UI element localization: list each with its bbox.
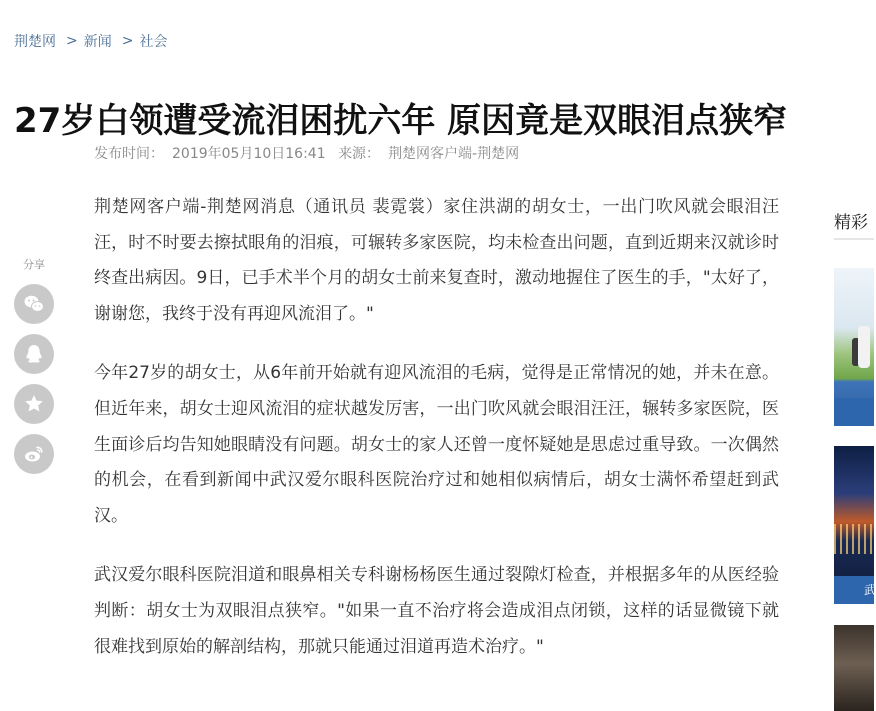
publish-time: 2019年05月10日16:41	[172, 146, 326, 162]
share-qq-button[interactable]	[14, 334, 54, 374]
share-wechat-button[interactable]	[14, 284, 54, 324]
thumbnail-city-lights	[834, 524, 874, 554]
thumbnail-caption: 武	[834, 576, 874, 604]
article-paragraph-1: 荆楚网客户端-荆楚网消息（通讯员 裴霓裳）家住洪湖的胡女士，一出门吹风就会眼泪汪汪，时不时要去擦拭眼角的泪痕，可辗转多家医院，均未检查出问题，直到近期来汉就诊时终查出病因。9日，已手术半个月的胡女士前来复查时，激动地握住了医生的手，"太好了，谢谢您，我终于没有再迎风流泪了。"	[94, 197, 779, 324]
page-title: 27岁白领遭受流泪困扰六年 原因竟是双眼泪点狭窄	[14, 100, 788, 141]
breadcrumb-separator: >	[66, 33, 78, 49]
sidebar-title: 精彩	[834, 213, 868, 233]
article-paragraph-2: 今年27岁的胡女士，从6年前开始就有迎风流泪的毛病，觉得是正常情况的她，并未在意。但近年来，胡女士迎风流泪的症状越发厉害，一出门吹风就会眼泪汪汪，辗转多家医院，医生面诊后均告知她眼睛没有问题。胡女士的家人还曾一度怀疑她是思虑过重导致。一次偶然的机会，在看到新闻中武汉爱尔眼科医院治疗过和她相似病情后，胡女士满怀希望赶到武汉。	[94, 363, 779, 526]
publish-time-label: 发布时间：	[94, 146, 164, 162]
sidebar-thumbnail-1[interactable]	[834, 268, 874, 426]
share-qzone-button[interactable]	[14, 384, 54, 424]
share-bar	[14, 256, 54, 484]
breadcrumb-home[interactable]: 荆楚网	[14, 34, 56, 50]
breadcrumb	[14, 31, 167, 51]
thumbnail-figure	[858, 326, 870, 368]
sidebar-divider	[834, 238, 874, 240]
article-body	[94, 190, 779, 689]
sidebar-thumbnail-2[interactable]	[834, 446, 874, 604]
weibo-icon	[22, 442, 46, 466]
qzone-icon	[22, 392, 46, 416]
source-label: 来源：	[338, 146, 381, 162]
breadcrumb-news[interactable]: 新闻	[83, 34, 112, 50]
share-weibo-button[interactable]	[14, 434, 54, 474]
breadcrumb-society[interactable]: 社会	[139, 34, 168, 50]
sidebar-thumbnail-3[interactable]	[834, 625, 874, 711]
breadcrumb-separator: >	[121, 33, 134, 49]
article-meta	[94, 143, 519, 163]
article-paragraph-3: 武汉爱尔眼科医院泪道和眼鼻相关专科谢杨杨医生通过裂隙灯检查，并根据多年的从医经验判断：胡女士为双眼泪点狭窄。"如果一直不治疗将会造成泪点闭锁，这样的话显微镜下就很难找到原始的解剖结构，那就只能通过泪道再造术治疗。"	[94, 565, 779, 657]
share-label: 分享	[23, 258, 45, 271]
qq-icon	[22, 342, 46, 366]
thumbnail-caption-bar	[834, 398, 874, 426]
source-link[interactable]: 荆楚网客户端-荆楚网	[388, 146, 520, 162]
wechat-icon	[22, 292, 46, 316]
